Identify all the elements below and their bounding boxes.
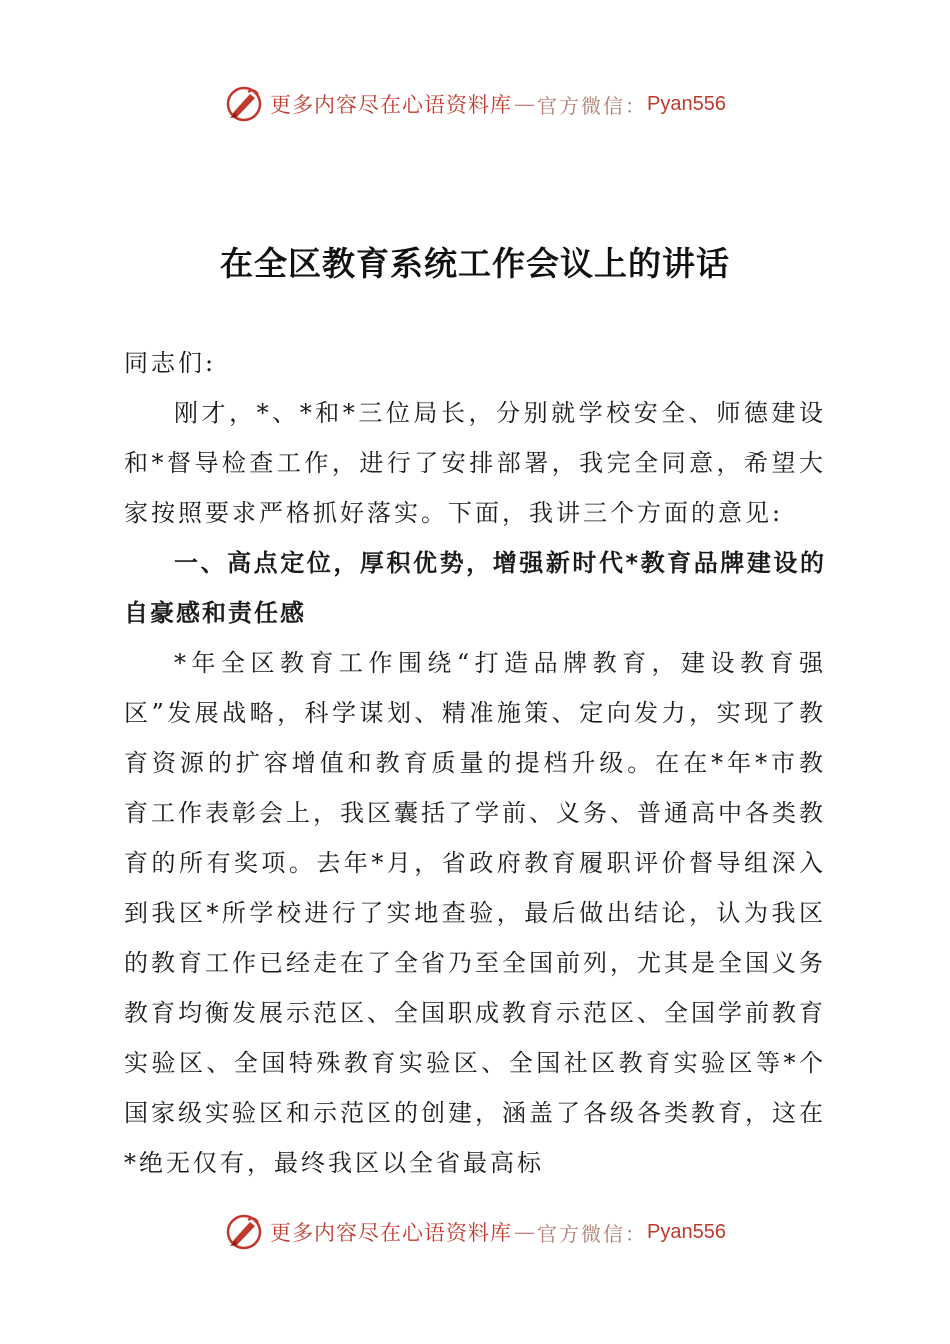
banner-wechat-label: 官方微信：: [537, 1221, 648, 1246]
paragraph-2: *年全区教育工作围绕“打造品牌教育，建设教育强区”发展战略，科学谋划、精准施策、定向发力，实现了教育资源的扩容增值和教育质量的提档升级。在在*年*市教育工作表彰会上，我区囊括了学前、义务、普通高中各类教育的所有奖项。去年*月，省政府教育履职评价督导组深入到我区*所学校进行了实地查验，最后做出结论，认为我区的教育工作已经走在了全省乃至全国前列，尤其是全国义务教育均衡发展示范区、全国职成教育示范区、全国学前教育实验区、全国特殊教育实验区、全国社区教育实验区等*个国家级实验区和示范区的创建，涵盖了各级各类教育，这在*绝无仅有，最终我区以全省最高标: [124, 649, 826, 1177]
banner-dash: —: [514, 1220, 536, 1244]
salutation: 同志们:: [124, 349, 217, 377]
document-body: [124, 338, 826, 1188]
banner-wechat-id: Pyan556: [647, 1220, 726, 1243]
banner-dash: —: [514, 92, 536, 116]
pen-nib-logo-icon: [224, 84, 264, 124]
banner-brand-text: 更多内容尽在心语资料库: [270, 1221, 513, 1245]
document-title: 在全区教育系统工作会议上的讲话: [220, 244, 730, 283]
footer-watermark-banner: [0, 1208, 950, 1256]
paragraph-1: 刚才，*、*和*三位局长，分别就学校安全、师德建设和*督导检查工作，进行了安排部署，我完全同意，希望大家按照要求严格抓好落实。下面，我讲三个方面的意见:: [124, 399, 826, 527]
pen-nib-logo-icon: [224, 1212, 264, 1252]
section-heading-1: 一、高点定位，厚积优势，增强新时代*教育品牌建设的自豪感和责任感: [124, 549, 826, 627]
banner-wechat-id: Pyan556: [647, 92, 726, 115]
header-watermark-banner: [0, 80, 950, 128]
banner-wechat-label: 官方微信：: [537, 93, 648, 118]
banner-brand-text: 更多内容尽在心语资料库: [270, 93, 513, 117]
